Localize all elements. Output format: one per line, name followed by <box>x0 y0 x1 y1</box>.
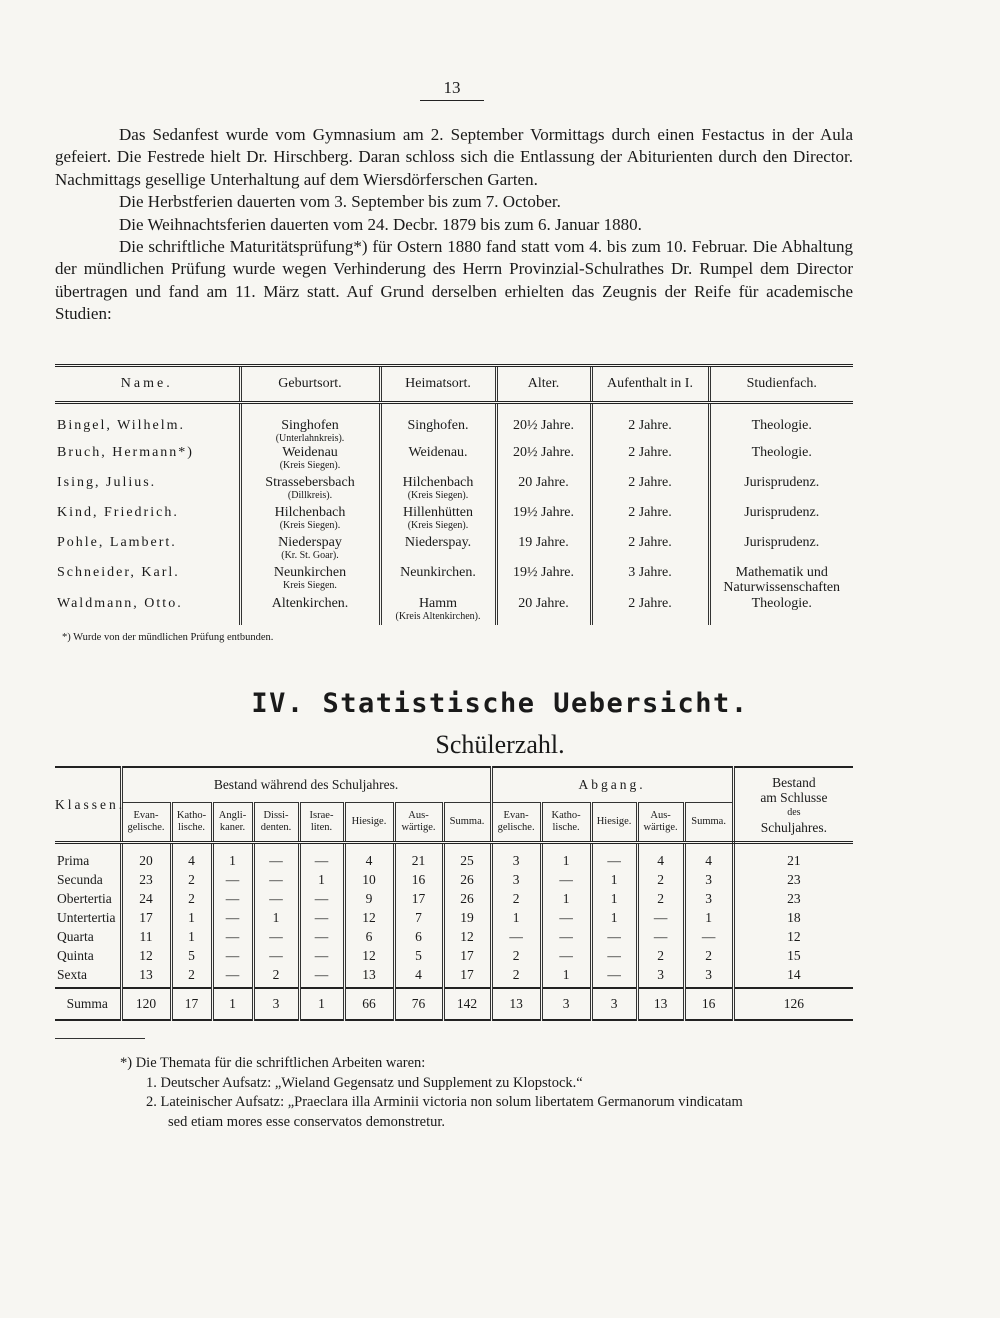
klasse-name: Quinta <box>57 948 94 963</box>
table-row <box>55 964 853 988</box>
stat-cell: 5 <box>394 945 443 964</box>
stat-cell: 24 <box>121 888 171 907</box>
klasse-name: Obertertia <box>57 891 112 906</box>
aufenthalt: 2 Jahre. <box>591 504 709 534</box>
alter: 19½ Jahre. <box>496 564 591 595</box>
col-abgang-katholische: Katho-lische. <box>541 803 591 843</box>
studienfach: Theologie. <box>709 403 853 445</box>
table-row <box>55 444 853 474</box>
table-row <box>55 869 853 888</box>
col-bestand-schluss: Bestand am Schlusse des Schuljahres. <box>733 767 853 843</box>
intro-paragraph-pruefung: Die schriftliche Maturitätsprüfung*) für Ostern 1880 fand statt vom 4. bis zum 10. Februar. Die Abhaltung der mündlichen Prüfung wurde wegen Verhinderung des Herrn Provinzial-Schulrathes Dr. Rumpel dem Director übertragen und fand am 11. März statt. Auf Grund derselben erhielten das Zeugnis der Reife für academische Studien: <box>55 237 853 324</box>
col-geburtsort: Geburtsort. <box>240 366 380 403</box>
summa-cell: 3 <box>591 988 637 1020</box>
stat-cell: 2 <box>637 945 684 964</box>
aufenthalt: 2 Jahre. <box>591 444 709 474</box>
stat-cell: 2 <box>171 888 212 907</box>
footnote-rule <box>55 1038 145 1039</box>
stat-cell: 1 <box>171 926 212 945</box>
col-abgang-evangelische: Evan-gelische. <box>491 803 541 843</box>
intro-text <box>55 124 853 326</box>
themata-item-latein: 2. Lateinischer Aufsatz: „Praeclara illa Arminii victoria non solum libertatem Germanorum vindicatam <box>146 1094 743 1110</box>
table-row <box>55 403 853 445</box>
stat-cell: — <box>212 926 253 945</box>
aufenthalt: 2 Jahre. <box>591 474 709 504</box>
student-name: Ising, Julius. <box>57 475 157 490</box>
stat-cell: 13 <box>344 964 394 988</box>
stat-cell: 2 <box>171 964 212 988</box>
klasse-name: Secunda <box>57 872 103 887</box>
studienfach: Mathematik und Naturwissenschaften <box>709 564 853 595</box>
stat-cell: 19 <box>443 907 491 926</box>
heimatsort: Weidenau. <box>380 444 496 474</box>
klasse-name: Untertertia <box>57 910 116 925</box>
summa-cell: 13 <box>637 988 684 1020</box>
stat-cell: 12 <box>344 907 394 926</box>
summa-cell: 3 <box>253 988 299 1020</box>
stat-cell: 23 <box>733 888 853 907</box>
alter: 20 Jahre. <box>496 595 591 625</box>
col-studienfach: Studienfach. <box>709 366 853 403</box>
stat-cell: 4 <box>394 964 443 988</box>
stat-cell: — <box>637 926 684 945</box>
stat-cell: 4 <box>171 843 212 870</box>
table-row <box>55 595 853 625</box>
stat-cell: 4 <box>637 843 684 870</box>
stat-cell: — <box>299 945 344 964</box>
abiturienten-table <box>55 364 853 625</box>
student-name: Waldmann, Otto. <box>57 596 183 611</box>
table-row <box>55 843 853 870</box>
stat-cell: 26 <box>443 888 491 907</box>
stat-cell: — <box>299 888 344 907</box>
summa-cell: 66 <box>344 988 394 1020</box>
geburtsort: Neunkirchen Kreis Siegen. <box>240 564 380 595</box>
stat-cell: 4 <box>344 843 394 870</box>
aufenthalt: 2 Jahre. <box>591 534 709 564</box>
stat-cell: 11 <box>121 926 171 945</box>
stat-cell: 17 <box>394 888 443 907</box>
stat-cell: 15 <box>733 945 853 964</box>
stat-cell: 7 <box>394 907 443 926</box>
stat-cell: 1 <box>253 907 299 926</box>
stat-cell: 2 <box>171 869 212 888</box>
stat-cell: 21 <box>733 843 853 870</box>
stat-cell: 1 <box>541 964 591 988</box>
stat-cell: 3 <box>637 964 684 988</box>
stat-cell: — <box>299 926 344 945</box>
intro-paragraph-weihnachtsferien: Die Weihnachtsferien dauerten vom 24. Decbr. 1879 bis zum 6. Januar 1880. <box>119 214 642 234</box>
aufenthalt: 3 Jahre. <box>591 564 709 595</box>
schuelerzahl-table <box>55 766 853 1021</box>
stat-cell: 3 <box>491 869 541 888</box>
themata-item-deutsch: 1. Deutscher Aufsatz: „Wieland Gegensatz und Supplement zu Klopstock.“ <box>146 1074 583 1091</box>
stat-cell: — <box>299 964 344 988</box>
studienfach: Jurisprudenz. <box>709 504 853 534</box>
stat-cell: 1 <box>212 843 253 870</box>
section-heading: IV. Statistische Uebersicht. <box>251 688 749 719</box>
stat-cell: 2 <box>684 945 733 964</box>
col-abgang-summa: Summa. <box>684 803 733 843</box>
table-row <box>55 504 853 534</box>
stat-cell: — <box>253 926 299 945</box>
heimatsort: Singhofen. <box>380 403 496 445</box>
col-auswaertige: Aus-wärtige. <box>394 803 443 843</box>
summa-cell: 120 <box>121 988 171 1020</box>
stat-cell: 1 <box>591 869 637 888</box>
summa-cell: 76 <box>394 988 443 1020</box>
studienfach: Jurisprudenz. <box>709 474 853 504</box>
heimatsort: Hillenhütten (Kreis Siegen). <box>380 504 496 534</box>
summa-cell: 17 <box>171 988 212 1020</box>
stat-cell: — <box>253 888 299 907</box>
geburtsort: Altenkirchen. <box>240 595 380 625</box>
stat-cell: 14 <box>733 964 853 988</box>
group-bestand: Bestand während des Schuljahres. <box>121 767 491 803</box>
stat-cell: 6 <box>344 926 394 945</box>
summa-cell: 126 <box>733 988 853 1020</box>
aufenthalt: 2 Jahre. <box>591 595 709 625</box>
stat-cell: — <box>253 843 299 870</box>
stat-cell: 21 <box>394 843 443 870</box>
summa-cell: 13 <box>491 988 541 1020</box>
stat-cell: — <box>491 926 541 945</box>
alter: 19 Jahre. <box>496 534 591 564</box>
stat-cell: 1 <box>591 888 637 907</box>
stat-cell: — <box>253 869 299 888</box>
klasse-name: Prima <box>57 853 90 868</box>
summa-cell: 3 <box>541 988 591 1020</box>
stat-cell: — <box>591 843 637 870</box>
student-name: Schneider, Karl. <box>57 565 180 580</box>
table-row <box>55 564 853 595</box>
stat-cell: 1 <box>171 907 212 926</box>
abiturienten-header-row <box>55 366 853 403</box>
stat-cell: 1 <box>541 888 591 907</box>
stat-cell: — <box>253 945 299 964</box>
stat-cell: 12 <box>121 945 171 964</box>
group-abgang: Abgang. <box>491 767 733 803</box>
stat-cell: 1 <box>541 843 591 870</box>
col-anglikaner: Angli-kaner. <box>212 803 253 843</box>
col-name: Name. <box>55 366 240 403</box>
col-aufenthalt: Aufenthalt in I. <box>591 366 709 403</box>
stat-cell: — <box>299 843 344 870</box>
col-heimatsort: Heimatsort. <box>380 366 496 403</box>
heimatsort: Hilchenbach (Kreis Siegen). <box>380 474 496 504</box>
col-abgang-auswaertige: Aus-wärtige. <box>637 803 684 843</box>
stat-cell: 20 <box>121 843 171 870</box>
stat-cell: 17 <box>443 945 491 964</box>
stat-cell: 1 <box>684 907 733 926</box>
stat-cell: — <box>541 926 591 945</box>
stat-cell: 3 <box>684 964 733 988</box>
stat-cell: 17 <box>121 907 171 926</box>
student-name: Bingel, Wilhelm. <box>57 418 186 433</box>
summa-cell: 16 <box>684 988 733 1020</box>
stat-cell: — <box>637 907 684 926</box>
heimatsort: Niederspay. <box>380 534 496 564</box>
table-row <box>55 945 853 964</box>
stat-cell: — <box>541 907 591 926</box>
themata-item-latein-cont: sed etiam mores esse conservatos demonstretur. <box>168 1113 446 1130</box>
studienfach: Theologie. <box>709 595 853 625</box>
page-number: 13 <box>420 78 484 101</box>
stat-cell: 9 <box>344 888 394 907</box>
intro-paragraph-herbstferien: Die Herbstferien dauerten vom 3. September bis zum 7. October. <box>119 192 561 212</box>
stat-cell: 3 <box>684 869 733 888</box>
col-katholische: Katho-lische. <box>171 803 212 843</box>
col-israeliten: Israe-liten. <box>299 803 344 843</box>
table-row <box>55 907 853 926</box>
stat-cell: 2 <box>491 964 541 988</box>
stat-cell: 6 <box>394 926 443 945</box>
heimatsort: Hamm (Kreis Altenkirchen). <box>380 595 496 625</box>
studienfach: Theologie. <box>709 444 853 474</box>
col-abgang-hiesige: Hiesige. <box>591 803 637 843</box>
student-name: Kind, Friedrich. <box>57 505 179 520</box>
intro-paragraph-sedanfest: Das Sedanfest wurde vom Gymnasium am 2. September Vormittags durch einen Festactus in der Aula gefeiert. Die Festrede hielt Dr. Hirschberg. Daran schloss sich die Entlassung der Abiturienten durch den Director. Nachmittags gesellige Unterhaltung auf dem Wiersdörferschen Garten. <box>55 125 853 189</box>
alter: 20½ Jahre. <box>496 403 591 445</box>
stat-cell: 1 <box>591 907 637 926</box>
student-name: Bruch, Hermann*) <box>57 445 194 460</box>
stat-cell: — <box>591 945 637 964</box>
section-subheading: Schülerzahl. <box>435 730 565 759</box>
stat-cell: 2 <box>253 964 299 988</box>
summa-cell: 142 <box>443 988 491 1020</box>
stat-cell: — <box>212 945 253 964</box>
summa-label: Summa <box>55 988 121 1020</box>
alter: 20½ Jahre. <box>496 444 591 474</box>
table-row <box>55 888 853 907</box>
stat-cell: 1 <box>491 907 541 926</box>
studienfach: Jurisprudenz. <box>709 534 853 564</box>
klasse-name: Sexta <box>57 967 87 982</box>
col-dissidenten: Dissi-denten. <box>253 803 299 843</box>
alter: 19½ Jahre. <box>496 504 591 534</box>
student-name: Pohle, Lambert. <box>57 535 177 550</box>
stat-cell: 23 <box>121 869 171 888</box>
stat-cell: 1 <box>299 869 344 888</box>
stat-cell: — <box>591 964 637 988</box>
stat-cell: 12 <box>443 926 491 945</box>
table-row <box>55 926 853 945</box>
stat-cell: — <box>541 945 591 964</box>
summa-cell: 1 <box>299 988 344 1020</box>
stat-cell: — <box>212 907 253 926</box>
stat-cell: 2 <box>637 869 684 888</box>
col-klassen: Klassen. <box>55 767 121 843</box>
geburtsort: Strassebersbach (Dillkreis). <box>240 474 380 504</box>
stat-cell: — <box>541 869 591 888</box>
stats-header-row <box>55 767 853 803</box>
stat-cell: 3 <box>491 843 541 870</box>
geburtsort: Weidenau (Kreis Siegen). <box>240 444 380 474</box>
themata-title: *) Die Themata für die schriftlichen Arbeiten waren: <box>120 1055 426 1071</box>
themata-footnote <box>120 1054 855 1132</box>
stat-cell: 10 <box>344 869 394 888</box>
stat-cell: 4 <box>684 843 733 870</box>
heimatsort: Neunkirchen. <box>380 564 496 595</box>
stat-cell: 17 <box>443 964 491 988</box>
stat-cell: 2 <box>491 888 541 907</box>
stat-cell: 25 <box>443 843 491 870</box>
stat-cell: — <box>684 926 733 945</box>
stat-cell: 23 <box>733 869 853 888</box>
abiturienten-footnote: *) Wurde von der mündlichen Prüfung entbunden. <box>62 632 274 643</box>
stat-cell: — <box>212 869 253 888</box>
stat-cell: 12 <box>344 945 394 964</box>
stat-cell: 3 <box>684 888 733 907</box>
geburtsort: Niederspay (Kr. St. Goar). <box>240 534 380 564</box>
klasse-name: Quarta <box>57 929 94 944</box>
col-hiesige: Hiesige. <box>344 803 394 843</box>
geburtsort: Hilchenbach (Kreis Siegen). <box>240 504 380 534</box>
stat-cell: 16 <box>394 869 443 888</box>
stat-cell: 2 <box>637 888 684 907</box>
geburtsort: Singhofen (Unterlahnkreis). <box>240 403 380 445</box>
table-row <box>55 534 853 564</box>
col-summa: Summa. <box>443 803 491 843</box>
alter: 20 Jahre. <box>496 474 591 504</box>
stat-cell: — <box>212 964 253 988</box>
stat-cell: 12 <box>733 926 853 945</box>
summa-row <box>55 988 853 1020</box>
stat-cell: 18 <box>733 907 853 926</box>
stat-cell: 13 <box>121 964 171 988</box>
stat-cell: — <box>212 888 253 907</box>
stat-cell: 5 <box>171 945 212 964</box>
col-alter: Alter. <box>496 366 591 403</box>
table-row <box>55 474 853 504</box>
aufenthalt: 2 Jahre. <box>591 403 709 445</box>
stat-cell: — <box>299 907 344 926</box>
stat-cell: 26 <box>443 869 491 888</box>
col-evangelische: Evan-gelische. <box>121 803 171 843</box>
stat-cell: — <box>591 926 637 945</box>
stat-cell: 2 <box>491 945 541 964</box>
summa-cell: 1 <box>212 988 253 1020</box>
